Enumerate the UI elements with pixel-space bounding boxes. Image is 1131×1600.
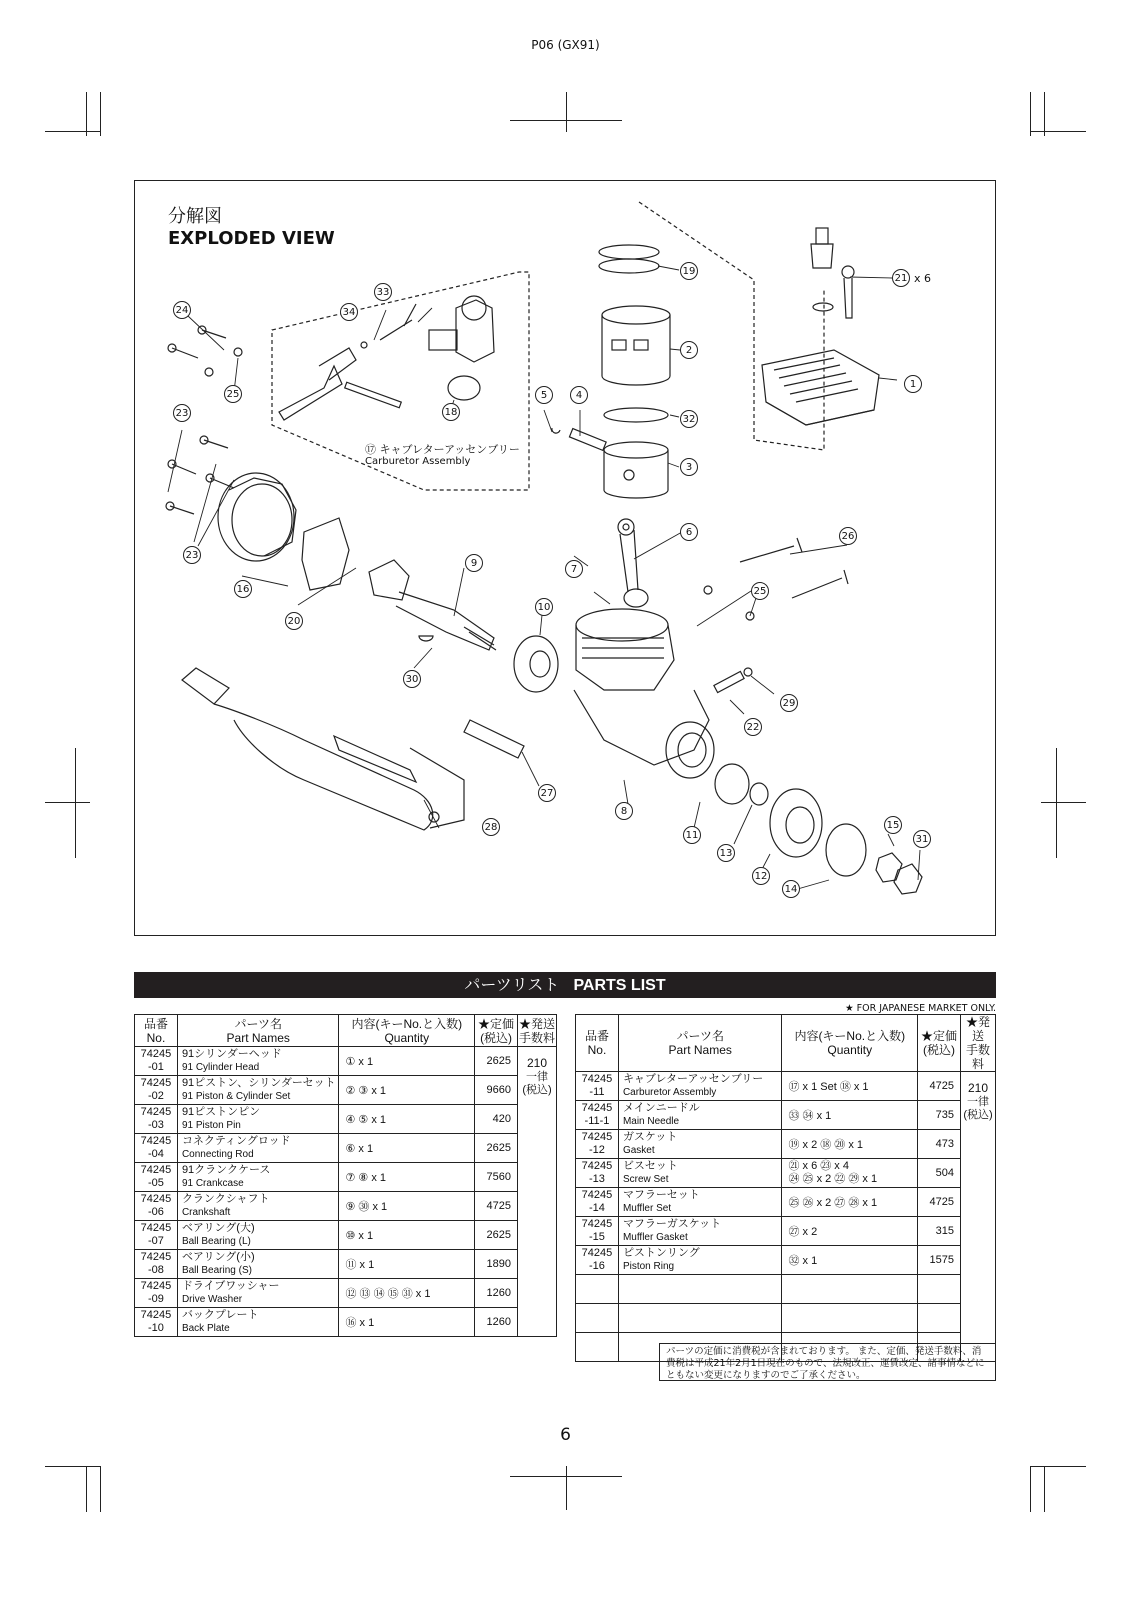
muffler-screw-b xyxy=(792,570,848,598)
table-row: 74245 -07 ベアリング(大) Ball Bearing (L) ⑩ x 1 2625 xyxy=(135,1221,557,1250)
callout-20: 20 xyxy=(285,612,303,630)
table-row: 74245 -11 キャブレターアッセンブリー Carburetor Assembly ⑰ x 1 Set ⑱ x 1 4725 210 一律 (税込) xyxy=(576,1072,996,1101)
connecting-rod xyxy=(618,519,648,607)
table-header: 品番 No. パーツ名 Part Names 内容(キーNo.と入数) Quantity ★定価 (税込) ★発送 手数料 xyxy=(576,1015,996,1072)
parts-table-left xyxy=(134,1014,557,1337)
table-header xyxy=(135,1015,557,1047)
table-row: 74245 -01 91シリンダーヘッド 91 Cylinder Head ① x 1 2625 210 一律 (税込) xyxy=(135,1047,557,1076)
prop-washer-14 xyxy=(826,824,866,876)
callout-9: 9 xyxy=(465,554,483,572)
crankcase xyxy=(574,609,714,778)
table-row: 74245 -02 91ピストン、シリンダーセット 91 Piston & Cylinder Set ② ③ x 1 9660 xyxy=(135,1076,557,1105)
table-row: 74245 -09 ドライブワッシャー Drive Washer ⑫ ⑬ ⑭ ⑮ ㉛ x 1 1260 xyxy=(135,1279,557,1308)
back-plate-gasket xyxy=(302,518,349,590)
callout-14: 14 xyxy=(782,880,800,898)
callout-5: 5 xyxy=(535,386,553,404)
callout-19: 19 xyxy=(680,262,698,280)
parts-list-title-en: PARTS LIST xyxy=(573,977,666,994)
callout-29: 29 xyxy=(780,694,798,712)
callout-25a: 25 xyxy=(224,385,242,403)
gasket-ring-19b xyxy=(599,259,659,273)
callout-11: 11 xyxy=(683,826,701,844)
callout-15: 15 xyxy=(884,816,902,834)
callout-16: 16 xyxy=(234,580,252,598)
callout-21: 21 xyxy=(892,269,910,287)
needle-o-ring xyxy=(361,342,367,348)
callout-10: 10 xyxy=(535,598,553,616)
carburetor-arm xyxy=(279,366,342,420)
callout-12: 12 xyxy=(752,867,770,885)
callout-25b: 25 xyxy=(751,582,769,600)
table-row: 74245 -03 91ピストンピン 91 Piston Pin ④ ⑤ x 1 420 xyxy=(135,1105,557,1134)
callout-23b: 23 xyxy=(183,546,201,564)
stud-22 xyxy=(714,671,744,692)
page-code: P06 (GX91) xyxy=(531,38,600,52)
piston-ring-32 xyxy=(604,408,668,422)
parts-table-right xyxy=(575,1014,996,1362)
nut-29 xyxy=(744,668,752,676)
glow-plug xyxy=(811,228,833,311)
drive-washer-12 xyxy=(770,789,822,857)
table-row: 74245 -04 コネクティングロッド Connecting Rod ⑥ x 1 2625 xyxy=(135,1134,557,1163)
callout-2: 2 xyxy=(680,341,698,359)
washer-25c xyxy=(704,586,712,594)
washer-25a xyxy=(205,368,213,376)
table-row: 74245 -16 ピストンリング Piston Ring ㉜ x 1 1575 xyxy=(576,1246,996,1275)
table-row: 74245 -12 ガスケット Gasket ⑲ x 2 ⑱ ⑳ x 1 473 xyxy=(576,1130,996,1159)
gasket-ring-19a xyxy=(599,245,659,259)
callout-22: 22 xyxy=(744,718,762,736)
callout-24: 24 xyxy=(173,301,191,319)
muffler-screw-a xyxy=(740,538,802,562)
header-price: ★定価 (税込) xyxy=(475,1015,518,1047)
thrust-washer-13 xyxy=(750,783,768,805)
muffler xyxy=(182,668,464,830)
ball-bearing-s xyxy=(715,764,749,804)
table-row: 74245 -06 クランクシャフト Crankshaft ⑨ ㉚ x 1 4725 xyxy=(135,1192,557,1221)
header-shipping: ★発送 手数料 xyxy=(519,1016,556,1045)
piston xyxy=(604,442,668,498)
muffler-gasket-27 xyxy=(464,720,524,758)
table-row: 74245 -11-1 メインニードル Main Needle ㉝ ㉞ x 1 735 xyxy=(576,1101,996,1130)
table-row: 74245 -08 ベアリング(小) Ball Bearing (S) ⑪ x 1 1890 xyxy=(135,1250,557,1279)
fuel-tube xyxy=(345,382,402,407)
callout-31: 31 xyxy=(913,830,931,848)
piston-pin xyxy=(569,429,606,451)
table-row: 74245 -15 マフラーガスケット Muffler Gasket ㉗ x 2 315 xyxy=(576,1217,996,1246)
table-row: 74245 -05 91クランクケース 91 Crankcase ⑦ ⑧ x 1 7560 xyxy=(135,1163,557,1192)
callout-6: 6 xyxy=(680,523,698,541)
shipping-fee-cell: 210 一律 (税込) xyxy=(518,1047,557,1337)
table-row: 74245 -13 ビスセット Screw Set ㉑ x 6 ㉓ x 4 ㉔ ㉕ x 2 ㉒ ㉙ x 1 504 xyxy=(576,1159,996,1188)
head-screw xyxy=(842,266,854,318)
callout-23a: 23 xyxy=(173,404,191,422)
main-needle xyxy=(380,304,416,340)
header-qty: 内容(キーNo.と入数) Quantity xyxy=(339,1015,475,1047)
exploded-view-title-en: EXPLODED VIEW xyxy=(168,228,335,249)
table-row: 74245 -10 バックプレート Back Plate ⑯ x 1 1260 xyxy=(135,1308,557,1337)
pin-clip xyxy=(552,428,560,433)
page-number: 6 xyxy=(560,1425,571,1445)
washer-25b xyxy=(234,348,242,356)
callout-8: 8 xyxy=(615,802,633,820)
callout-34: 34 xyxy=(340,303,358,321)
carburetor-label-jp: ⑰ キャブレターアッセンブリー xyxy=(365,443,520,456)
carburetor-o-ring xyxy=(448,376,480,400)
table-row-empty xyxy=(576,1304,996,1333)
cylinder-head xyxy=(762,350,879,425)
callout-3: 3 xyxy=(680,458,698,476)
exploded-view-title-jp: 分解図 xyxy=(168,206,222,227)
tax-note: パーツの定価に消費税が含まれております。 また、定価、発送手数料、消費税は平成21年2月1日現在のもので、法規改正、運賃改定、諸事情などにともない変更になりますのでご了承ください。 xyxy=(659,1343,996,1381)
shipping-fee-cell: 210 一律 (税込) xyxy=(961,1072,996,1362)
callout-18: 18 xyxy=(442,403,460,421)
callout-33: 33 xyxy=(374,283,392,301)
header-no: 品番 No. xyxy=(135,1015,178,1047)
table-row-empty xyxy=(576,1275,996,1304)
callout-1: 1 xyxy=(904,375,922,393)
parts-list-banner xyxy=(134,972,996,998)
market-note: ★ FOR JAPANESE MARKET ONLY. xyxy=(845,1003,996,1014)
prop-nut-15 xyxy=(876,853,902,882)
callout-28: 28 xyxy=(482,818,500,836)
screw-count-label: x 6 xyxy=(914,272,932,285)
callout-13: 13 xyxy=(717,844,735,862)
parts-list-title-jp: パーツリスト xyxy=(464,975,560,994)
woodruff-key xyxy=(419,636,433,641)
callout-26: 26 xyxy=(839,527,857,545)
carburetor-label-en: Carburetor Assembly xyxy=(365,456,471,467)
header-name: パーツ名 Part Names xyxy=(177,1015,339,1047)
callout-7: 7 xyxy=(565,560,583,578)
callout-32: 32 xyxy=(680,410,698,428)
ball-bearing-l xyxy=(514,636,558,692)
callout-27: 27 xyxy=(538,784,556,802)
callout-4: 4 xyxy=(570,386,588,404)
carburetor-body xyxy=(429,296,494,362)
callout-30: 30 xyxy=(403,670,421,688)
exploded-view-drawing xyxy=(134,180,996,936)
cylinder-sleeve xyxy=(602,306,670,385)
table-row: 74245 -14 マフラーセット Muffler Set ㉕ ㉖ x 2 ㉗ ㉘ x 1 4725 xyxy=(576,1188,996,1217)
